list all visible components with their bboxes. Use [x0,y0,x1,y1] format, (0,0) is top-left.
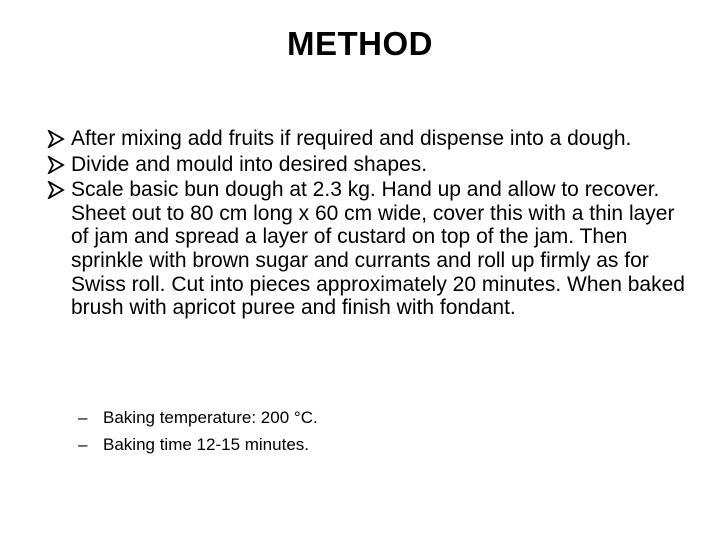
bullet-item [46,127,686,151]
sub-bullet-list [78,406,678,460]
sub-bullet-item [78,406,678,430]
bullet-item [46,153,686,177]
bullet-text: Divide and mould into desired shapes. [71,152,428,176]
arrow-bullet-icon [46,156,66,174]
bullet-text: Scale basic bun dough at 2.3 kg. Hand up and allow to recover. Sheet out to 80 cm long x 60 cm wide, cover this with a thin layer of jam and spread a layer of custard on top of the jam. Then sprinkle with brown sugar and currants and roll up firmly as for Swiss roll. Cut into pieces approximately 20 minutes. When baked brush with apricot puree and finish with fondant. [71,178,685,320]
sub-bullet-item [78,433,678,457]
slide-title: METHOD [287,25,433,62]
arrow-bullet-icon [46,130,66,148]
dash-marker: – [78,408,88,427]
bullet-text: After mixing add fruits if required and dispense into a dough. [71,127,632,150]
bullet-item [46,178,686,320]
sub-bullet-text: Baking temperature: 200 °C. [103,408,318,427]
sub-bullet-text: Baking time 12-15 minutes. [103,435,309,454]
bullet-list [46,127,686,322]
arrow-bullet-icon [46,181,66,199]
dash-marker: – [78,435,88,454]
